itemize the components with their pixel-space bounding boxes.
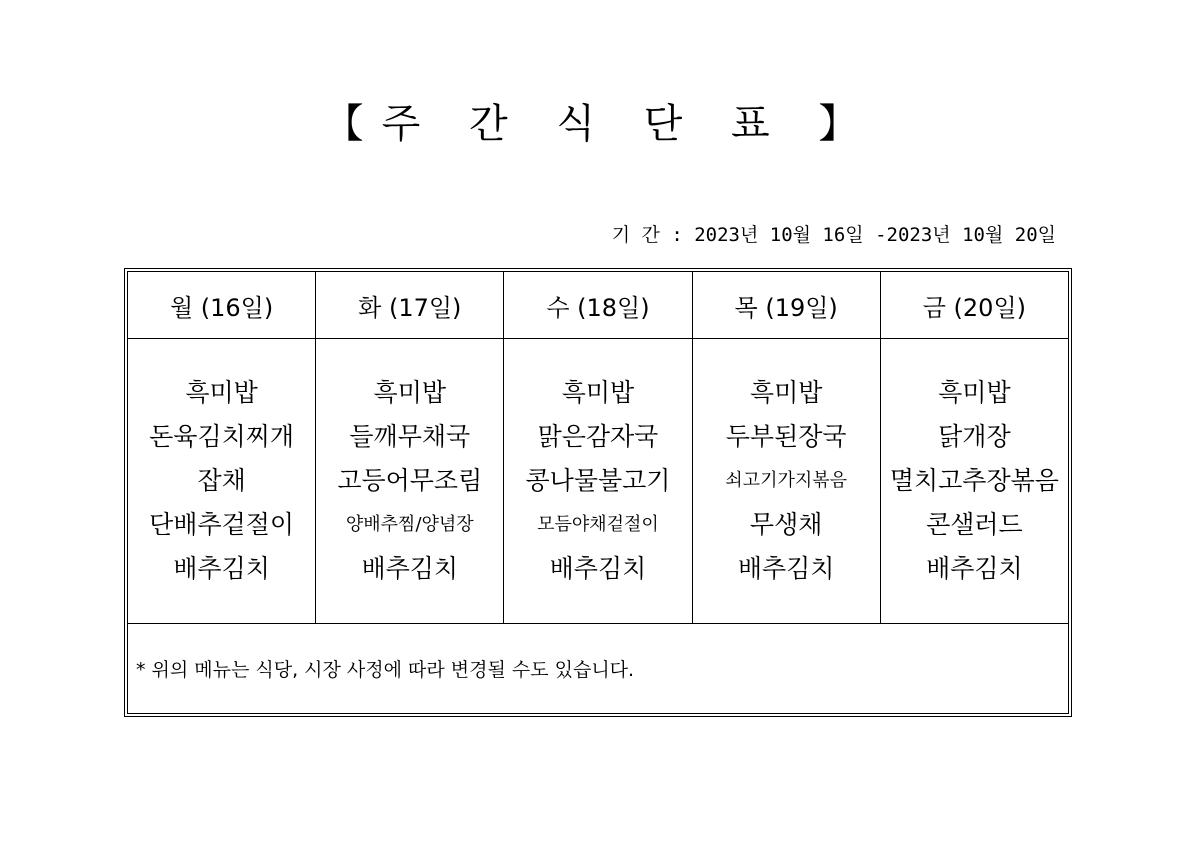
menu-item: 흑미밥	[373, 378, 446, 407]
menu-item: 배추김치	[173, 554, 270, 583]
menu-item: 양배추찜/양념장	[345, 514, 474, 535]
menu-item: 멸치고추장볶음	[889, 466, 1059, 495]
menu-item: 콘샐러드	[926, 510, 1023, 539]
note-row	[128, 624, 1069, 714]
menu-item: 들깨무채국	[349, 422, 471, 451]
menu-grid	[127, 271, 1069, 714]
menu-item: 모듬야채겉절이	[537, 514, 659, 535]
period-text: 기 간 : 2023년 10월 16일 -2023년 10월 20일	[611, 224, 1056, 246]
menu-item: 콩나물불고기	[525, 466, 671, 495]
menu-item: 맑은감자국	[537, 422, 659, 451]
menu-cell-wed	[504, 339, 692, 624]
day-header-wed: 수 (18일)	[504, 272, 692, 339]
menu-item: 단배추겉절이	[149, 510, 295, 539]
menu-item: 쇠고기가지볶음	[725, 470, 848, 491]
day-header-mon: 월 (16일)	[128, 272, 316, 339]
day-header-tue: 화 (17일)	[316, 272, 504, 339]
header-row	[128, 272, 1069, 339]
page-title: 【주 간 식 단 표 】	[323, 101, 877, 147]
menu-note: * 위의 메뉴는 식당, 시장 사정에 따라 변경될 수도 있습니다.	[128, 624, 1069, 714]
menu-item: 배추김치	[361, 554, 459, 583]
menu-item: 흑미밥	[749, 378, 823, 407]
menu-cell-tue	[316, 339, 504, 624]
menu-item: 무생채	[749, 510, 823, 539]
menu-cell-fri	[880, 339, 1068, 624]
menu-item: 돈육김치찌개	[149, 422, 295, 451]
menu-item: 두부된장국	[725, 422, 847, 451]
menu-item: 흑미밥	[561, 378, 635, 407]
menu-table	[124, 268, 1072, 717]
day-header-thu: 목 (19일)	[692, 272, 880, 339]
day-header-fri: 금 (20일)	[880, 272, 1068, 339]
menu-cell-thu	[692, 339, 880, 624]
menu-item: 고등어무조림	[337, 466, 483, 495]
menu-item: 배추김치	[737, 554, 835, 583]
menu-item: 닭개장	[938, 422, 1011, 451]
menu-item: 흑미밥	[185, 378, 258, 407]
menu-item: 배추김치	[926, 554, 1023, 583]
menu-row	[128, 339, 1069, 624]
menu-item: 흑미밥	[938, 378, 1011, 407]
menu-cell-mon	[128, 339, 316, 624]
menu-item: 배추김치	[549, 554, 647, 583]
menu-item: 잡채	[197, 466, 246, 495]
